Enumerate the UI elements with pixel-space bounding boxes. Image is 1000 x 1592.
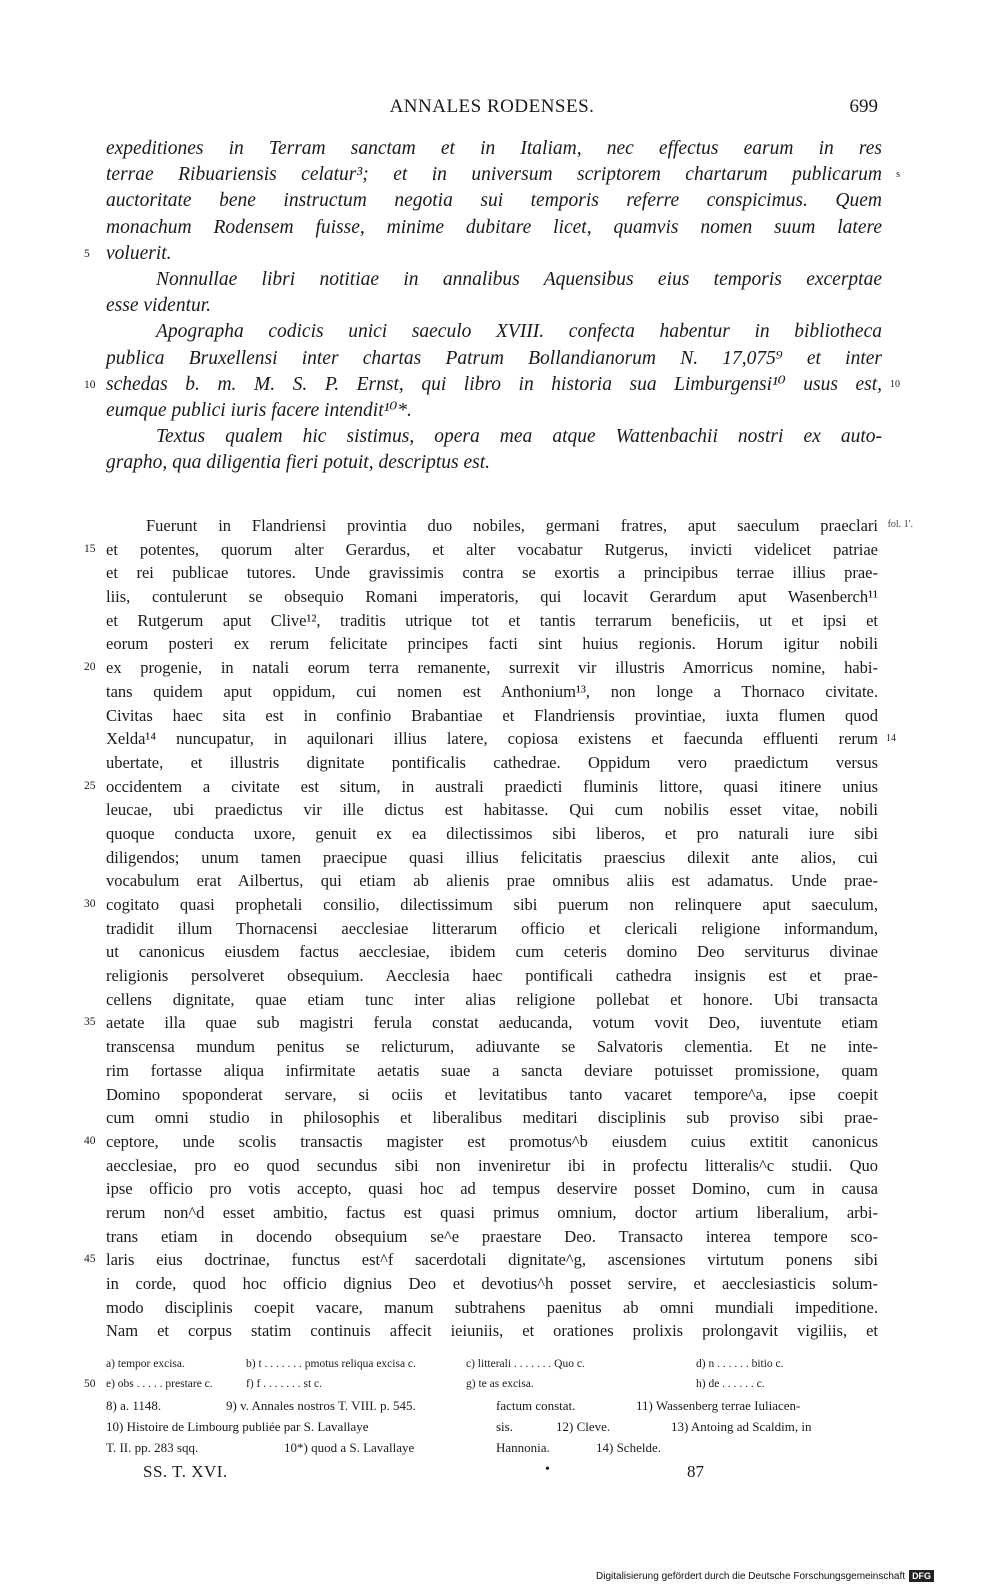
main-line [84, 1011, 878, 1035]
main-line [106, 1059, 878, 1083]
line-number: 40 [84, 1134, 96, 1147]
center-dot: • [545, 1462, 550, 1477]
line-text: modo disciplinis coepit vacare, manum subtrahens paenitus ab omni mundiali impeditione. [106, 1297, 878, 1317]
footnote: 8) a. 1148. [106, 1398, 162, 1413]
dfg-logo: DFG [909, 1570, 934, 1582]
main-line [106, 1106, 878, 1130]
main-line [106, 704, 878, 728]
main-line [106, 609, 878, 633]
signature-mark: SS. T. XVI. [143, 1462, 228, 1481]
main-line [106, 1319, 878, 1343]
line-text: transcensa mundum penitus se relicturum, adiuvante se Salvatoris clementia. Et ne inte- [106, 1037, 878, 1057]
footnote: T. II. pp. 283 sqq. [106, 1440, 199, 1455]
footnote-row [106, 1437, 878, 1458]
line-text: diligendos; unum tamen praecipue quasi illius felicitatis praescius dilexit ante alios, cui [106, 847, 878, 867]
apparatus-note: a) tempor excisa. [106, 1358, 185, 1370]
line-text: vocabulum erat Ailbertus, qui etiam ab alienis prae omnibus aliis est adamatus. Unde prae- [106, 871, 878, 891]
footnotes [106, 1395, 878, 1458]
margin-line-number: 14 [886, 733, 896, 745]
line-text: rerum non^d esset ambitio, factus est quasi primus omnium, doctor artium liberalium, arbi- [106, 1202, 878, 1222]
credit-text: Digitalisierung gefördert durch die Deutsche Forschungsgemeinschaft [596, 1571, 906, 1582]
line-number: 45 [84, 1253, 96, 1266]
apparatus-note: d) n . . . . . . bitio c. [696, 1358, 784, 1370]
intro-line [106, 398, 882, 424]
line-text: monachum Rodensem fuisse, minime dubitare licet, quamvis nomen suum latere [106, 216, 882, 238]
introduction-text [84, 136, 900, 476]
line-text: aecclesiae, pro eo quod secundus sibi non inveniretur ibi in profectu litteralis^c studii. Quo [106, 1155, 878, 1175]
line-text: publica Bruxellensi inter chartas Patrum Bollandianorum N. 17,075⁹ et inter [106, 347, 882, 369]
main-line [106, 585, 878, 609]
line-text: ceptore, unde scolis transactis magister est promotus^b eiusdem cuius extitit canonicus [106, 1131, 878, 1151]
line-text: tans quidem aput oppidum, cui nomen est Anthonium¹³, non longe a Thornaco civitate. [106, 681, 878, 701]
main-line [106, 1296, 878, 1320]
main-text [84, 514, 913, 1343]
main-line [106, 964, 878, 988]
line-text: eumque publici iuris facere intendit¹⁰*. [106, 399, 412, 421]
intro-line [106, 293, 882, 319]
main-line [106, 822, 878, 846]
line-text: et rei publicae tutores. Unde gravissimis contra se exortis a principibus terrae illius prae- [106, 563, 878, 583]
footnote-row [106, 1395, 878, 1416]
footnote: factum constat. [496, 1398, 576, 1413]
intro-line [106, 450, 882, 476]
line-number: 5 [84, 247, 90, 260]
line-number: 20 [84, 661, 96, 674]
line-text: quoque conducta uxore, genuit ex ea dilectissimos sibi liberos, et pro naturali iure sibi [106, 823, 878, 843]
intro-line [106, 188, 882, 214]
footnote: 14) Schelde. [596, 1440, 661, 1455]
line-text: rim fortasse aliqua infirmitate aetatis suae a sancta deviare potuisset promissione, quam [106, 1060, 878, 1080]
margin-line-number: s [896, 169, 900, 181]
line-text: Domino spoponderat servare, si ociis et levitatibus tanto vacaret tempore^a, ipse coepit [106, 1084, 878, 1104]
line-text: ut canonicus eiusdem factus aecclesiae, ibidem cum ceteris domino Deo serviturus divinae [106, 942, 878, 962]
intro-line [106, 162, 900, 188]
digitization-credit [596, 1570, 934, 1582]
line-text: eorum posteri ex rerum felicitate principes facti sint huius regionis. Horum igitur nobili [106, 634, 878, 654]
main-line [106, 561, 878, 585]
footnote-row [106, 1416, 878, 1437]
apparatus-note: g) te as excisa. [466, 1378, 534, 1390]
main-line [106, 632, 878, 656]
line-text: cogitato quasi prophetali consilio, dilectissimum sibi puerum non relinquere aput saeculum, [106, 895, 878, 914]
line-text: laris eius doctrinae, functus est^f sacerdotali dignitate^g, ascensiones virtutum ponens sibi [106, 1250, 878, 1270]
line-text: cellens dignitate, quae etiam tunc inter alias religione pollebat et honore. Ubi transacta [106, 989, 878, 1009]
main-line [106, 1083, 878, 1107]
apparatus-row [84, 1374, 878, 1394]
line-text: cum omni studio in philosophis et liberalibus meditari disciplinis sub proviso sibi prae- [106, 1108, 878, 1128]
intro-line [106, 346, 882, 372]
main-line [106, 1154, 878, 1178]
line-number: 50 [84, 1378, 96, 1390]
line-text: et potentes, quorum alter Gerardus, et alter vocabatur Rutgerus, invicti videlicet patriae [106, 539, 878, 559]
main-line [84, 775, 878, 799]
main-line [106, 727, 896, 751]
footnote: 13) Antoing ad Scaldim, in [671, 1419, 812, 1434]
intro-line [106, 215, 882, 241]
line-text: expeditiones in Terram sanctam et in Italiam, nec effectus earum in res [106, 138, 882, 159]
main-line [84, 656, 878, 680]
line-text: trans etiam in docendo obsequium se^e praestare Deo. Transacto interea tempore sco- [106, 1226, 878, 1246]
margin-line-number: 10 [890, 378, 900, 390]
main-line [84, 538, 878, 562]
line-number: 15 [84, 542, 96, 555]
line-text: schedas b. m. M. S. P. Ernst, qui libro in historia sua Limburgensi¹⁰ usus est, [106, 373, 882, 395]
line-number: 30 [84, 898, 96, 910]
line-text: Xelda¹⁴ nuncupatur, in aquilonari illius latere, copiosa existens et faecunda effluenti rerum [106, 729, 878, 749]
running-title: ANNALES RODENSES. [389, 96, 595, 117]
page-number: 699 [849, 96, 878, 117]
intro-line [106, 136, 882, 162]
page-header [106, 96, 878, 126]
line-text: liis, contulerunt se obsequio Romani imperatoris, qui locavit Gerardum aput Wasenberch¹¹ [106, 587, 878, 607]
line-text: religionis persolveret obsequium. Aecclesia haec pontificali cathedra insignis est et prae- [106, 966, 878, 986]
intro-line [106, 424, 882, 450]
apparatus-row [106, 1354, 878, 1374]
main-line [106, 1201, 878, 1225]
footnote: 10*) quod a S. Lavallaye [284, 1440, 415, 1455]
footnote: 9) v. Annales nostros T. VIII. p. 545. [226, 1398, 416, 1413]
footnote: sis. [496, 1419, 513, 1434]
main-line [106, 1035, 878, 1059]
intro-line [84, 372, 900, 398]
line-text: voluerit. [106, 242, 172, 264]
line-text: Apographa codicis unici saeculo XVIII. confecta habentur in bibliotheca [156, 321, 882, 343]
line-text: Nam et corpus statim continuis affecit ieiuniis, et orationes prolixis prolongavit vigiliis, et [106, 1321, 878, 1341]
line-number: 35 [84, 1016, 96, 1029]
apparatus-note: h) de . . . . . . c. [696, 1378, 765, 1390]
line-text: tradidit illum Thornacensi aecclesiae litterarum officio et clericali religione informandum, [106, 918, 878, 938]
line-text: Nonnullae libri notitiae in annalibus Aquensibus eius temporis excerptae [156, 268, 882, 290]
main-line [84, 1130, 878, 1154]
apparatus-note: e) obs . . . . . prestare c. [106, 1378, 213, 1390]
line-text: terrae Ribuariensis celatur³; et in universum scriptorem chartarum publicarum [106, 164, 882, 186]
main-line [106, 940, 878, 964]
line-text: leucae, ubi praedictus vir ille dictus est habitasse. Qui cum nobilis esset vitae, nobili [106, 800, 878, 820]
footnote: 10) Histoire de Limbourg publiée par S. Lavallaye [106, 1419, 369, 1434]
main-line [106, 869, 878, 893]
critical-apparatus [84, 1354, 878, 1394]
line-text: aetate illa quae sub magistri ferula constat aeducanda, votum vovit Deo, iuventute etiam [106, 1013, 878, 1033]
line-text: ipse officio pro votis accepto, quasi hoc ad tempus deservire posset Domino, cum in causa [106, 1179, 878, 1199]
line-text: in corde, quod hoc officio dignius Deo et devotius^h posset servire, et aecclesiasticis solum- [106, 1274, 878, 1293]
sheet-number: 87 [687, 1462, 704, 1481]
intro-line [106, 319, 882, 345]
main-line [106, 1177, 878, 1201]
line-text: Fuerunt in Flandriensi provintia duo nobiles, germani fratres, aput saeculum praeclari [146, 516, 878, 535]
line-text: esse videntur. [106, 295, 212, 317]
main-line [106, 680, 878, 704]
line-text: et Rutgerum aput Clive¹², traditis utrique tot et tantis terrarum beneficiis, ut et ipsi et [106, 610, 878, 630]
line-text: Civitas haec sita est in confinio Brabantiae et Flandriensis provintiae, iuxta flumen quod [106, 705, 878, 725]
line-text: grapho, qua diligentia fieri potuit, descriptus est. [106, 452, 491, 474]
main-line [84, 893, 878, 917]
line-number: 25 [84, 779, 96, 792]
line-text: ex progenie, in natali eorum terra remanente, surrexit vir illustris Amorricus nomine, habi- [106, 658, 878, 678]
main-line [106, 751, 878, 775]
line-number: 10 [84, 378, 96, 391]
main-line [106, 846, 878, 870]
footnote: 12) Cleve. [556, 1419, 611, 1434]
intro-line [106, 267, 882, 293]
line-text: Textus qualem hic sistimus, opera mea atque Wattenbachii nostri ex auto- [156, 426, 882, 448]
apparatus-note: c) litterali . . . . . . . Quo c. [466, 1358, 585, 1370]
line-text: occidentem a civitate est situm, in australi praedicti fluminis littore, quasi itinere unius [106, 776, 878, 796]
main-line [106, 798, 878, 822]
main-line [106, 1272, 878, 1296]
apparatus-note: f) f . . . . . . . st c. [246, 1378, 323, 1390]
main-line [84, 1248, 878, 1272]
apparatus-note: b) t . . . . . . . pmotus reliqua excisa c. [246, 1358, 416, 1370]
main-line [106, 988, 878, 1012]
line-text: ubertate, et illustris dignitate pontificalis cathedrae. Oppidum vero praedictum versus [106, 752, 878, 772]
line-text: auctoritate bene instructum negotia sui temporis referre conspicimus. Quem [106, 190, 882, 212]
main-line [106, 1225, 878, 1249]
folio-margin-note: fol. 1'. [887, 519, 913, 530]
intro-line [84, 241, 882, 267]
main-line [106, 514, 878, 538]
footnote: Hannonia. [496, 1440, 550, 1455]
main-line [106, 917, 878, 941]
footnote: 11) Wassenberg terrae Iuliacen- [636, 1398, 801, 1413]
